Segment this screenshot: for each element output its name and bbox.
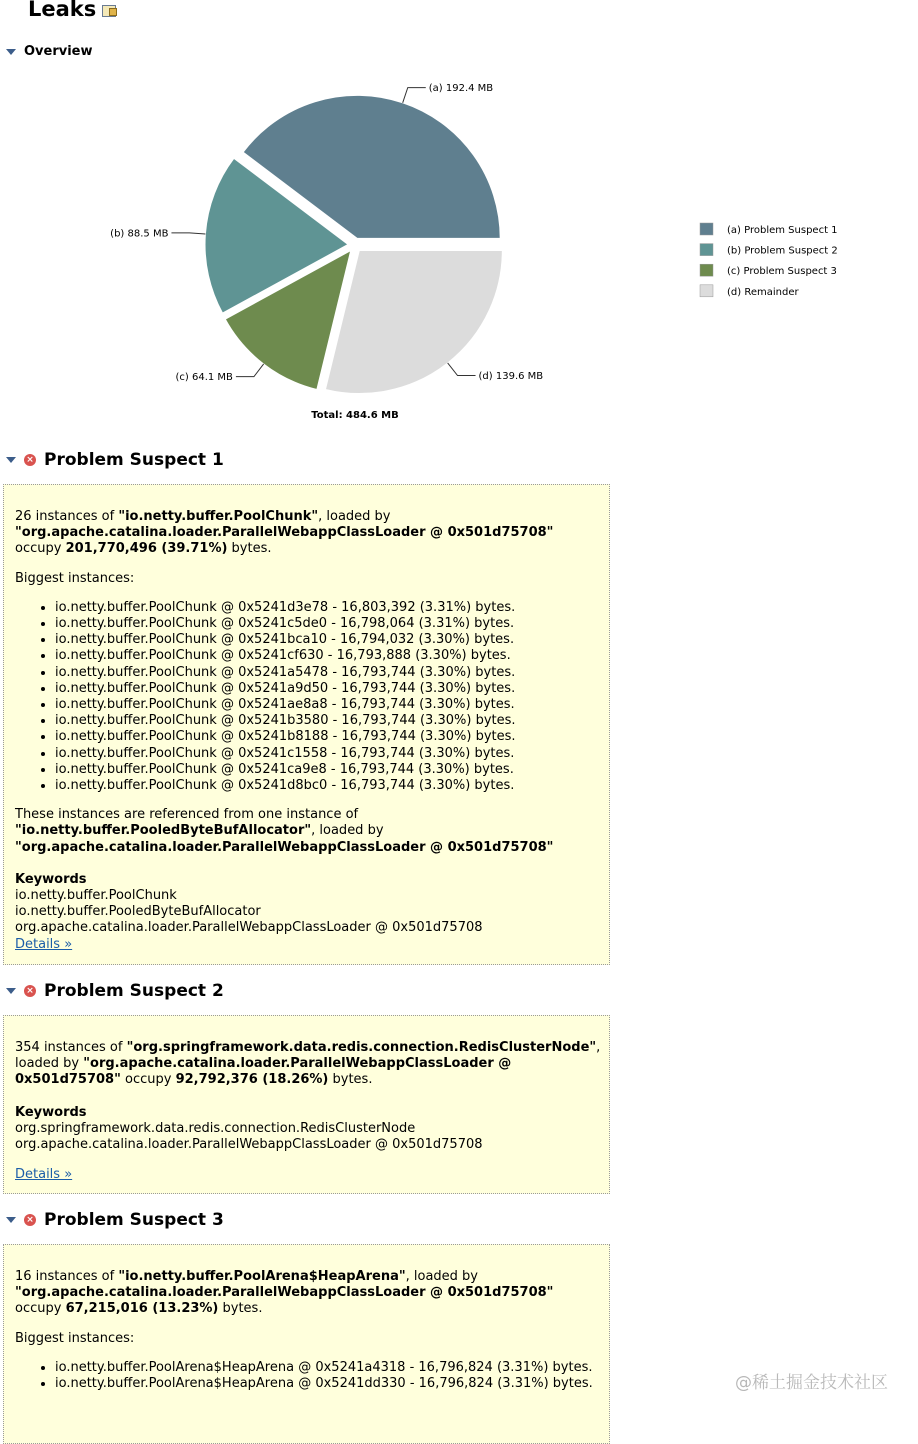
instance-list-item[interactable]: • io.netty.buffer.PoolChunk @ 0x5241b8188 - 16,793,744 (3.30%) bytes. xyxy=(55,729,609,745)
suspect-3-title: Problem Suspect 3 xyxy=(44,1210,224,1230)
description-run: "io.netty.buffer.PooledByteBufAllocator" xyxy=(15,823,312,839)
suspect-2-panel xyxy=(3,1015,610,1194)
description-run: bytes. xyxy=(218,1301,263,1317)
biggest-instances-label: Biggest instances: xyxy=(15,570,135,586)
legend-label-2: (c) Problem Suspect 3 xyxy=(727,266,837,278)
instance-list-item[interactable]: • io.netty.buffer.PoolChunk @ 0x5241ca9e8 - 16,793,744 (3.30%) bytes. xyxy=(55,762,609,778)
legend-label-1: (b) Problem Suspect 2 xyxy=(727,245,838,257)
description-run: occupy xyxy=(15,1301,66,1317)
error-icon: × xyxy=(24,985,36,997)
suspect-1-reference xyxy=(15,807,585,856)
suspect-2-title: Problem Suspect 2 xyxy=(44,981,224,1001)
keywords-list xyxy=(15,888,609,937)
error-icon: × xyxy=(24,1214,36,1226)
description-run: "org.apache.catalina.loader.ParallelWebappClassLoader @ 0x501d75708" xyxy=(15,839,554,855)
expand-twisty-icon[interactable] xyxy=(6,988,16,994)
pie-leader-line-2 xyxy=(236,364,264,377)
pie-leader-line-3 xyxy=(448,363,476,376)
instance-list-item[interactable]: • io.netty.buffer.PoolChunk @ 0x5241a5478 - 16,793,744 (3.30%) bytes. xyxy=(55,665,609,681)
description-run: 92,792,376 (18.26%) xyxy=(175,1072,329,1088)
overview-header[interactable] xyxy=(6,44,93,59)
biggest-instances-label: Biggest instances: xyxy=(15,1330,135,1346)
keyword-item: org.springframework.data.redis.connection.RedisClusterNode xyxy=(15,1120,416,1136)
keywords-label: Keywords xyxy=(15,871,87,887)
description-run: "org.springframework.data.redis.connection.RedisClusterNode" xyxy=(126,1040,597,1055)
description-run: occupy xyxy=(15,541,66,557)
suspect-1-title: Problem Suspect 1 xyxy=(44,450,224,470)
overview-title: Overview xyxy=(24,44,93,59)
description-run: 67,215,016 (13.23%) xyxy=(65,1301,219,1317)
biggest-instances-list xyxy=(15,600,609,794)
description-run: , loaded by xyxy=(318,509,391,524)
description-run: , loaded by xyxy=(15,1040,601,1072)
instance-list-item[interactable]: • io.netty.buffer.PoolChunk @ 0x5241ae8a8 - 16,793,744 (3.30%) bytes. xyxy=(55,697,609,713)
suspect-2-description xyxy=(15,1040,605,1089)
suspect-1-header[interactable] xyxy=(6,450,224,470)
pie-total-label: Total: 484.6 MB xyxy=(311,410,399,421)
instance-list-item[interactable]: • io.netty.buffer.PoolChunk @ 0x5241d3e78 - 16,803,392 (3.31%) bytes. xyxy=(55,600,609,616)
description-run: "org.apache.catalina.loader.ParallelWebappClassLoader @ 0x501d75708" xyxy=(15,1285,554,1301)
legend-swatch-2 xyxy=(700,264,713,276)
keyword-item: io.netty.buffer.PooledByteBufAllocator xyxy=(15,904,261,920)
description-run: "org.apache.catalina.loader.ParallelWebappClassLoader @ 0x501d75708" xyxy=(15,1056,512,1088)
pie-slice-label-0: (a) 192.4 MB xyxy=(428,83,494,95)
suspect-3-panel xyxy=(3,1244,610,1444)
pie-slice-label-3: (d) 139.6 MB xyxy=(478,371,544,383)
instance-list-item[interactable]: • io.netty.buffer.PoolChunk @ 0x5241c1558 - 16,793,744 (3.30%) bytes. xyxy=(55,746,609,762)
open-in-editor-icon[interactable] xyxy=(102,5,116,17)
description-run: These instances are referenced from one instance of xyxy=(15,807,359,823)
suspect-1-panel xyxy=(3,484,610,965)
legend-swatch-0 xyxy=(700,223,713,235)
instance-list-item[interactable]: • io.netty.buffer.PoolArena$HeapArena @ 0x5241a4318 - 16,796,824 (3.31%) bytes. xyxy=(55,1360,595,1376)
error-icon: × xyxy=(24,454,36,466)
description-run: 26 instances of xyxy=(15,509,119,524)
details-link[interactable]: Details » xyxy=(15,1167,73,1183)
suspect-3-description xyxy=(15,1269,585,1318)
pie-slice-label-1: (b) 88.5 MB xyxy=(110,228,169,240)
description-run: bytes. xyxy=(328,1072,373,1088)
expand-twisty-icon[interactable] xyxy=(6,457,16,463)
keyword-item: io.netty.buffer.PoolChunk xyxy=(15,888,177,904)
description-run: 201,770,496 (39.71%) xyxy=(65,541,228,557)
details-link[interactable]: Details » xyxy=(15,936,73,952)
keywords-list xyxy=(15,1121,609,1153)
suspect-3-header[interactable] xyxy=(6,1210,224,1230)
keyword-item: org.apache.catalina.loader.ParallelWebappClassLoader @ 0x501d75708 xyxy=(15,920,483,936)
description-run: occupy xyxy=(120,1072,176,1088)
legend-label-3: (d) Remainder xyxy=(727,286,799,298)
instance-list-item[interactable]: • io.netty.buffer.PoolArena$HeapArena @ 0x5241dd330 - 16,796,824 (3.31%) bytes. xyxy=(55,1376,595,1392)
pie-leader-line-1 xyxy=(171,233,205,234)
legend-swatch-3 xyxy=(700,285,713,297)
legend-label-0: (a) Problem Suspect 1 xyxy=(727,225,838,236)
keyword-item: org.apache.catalina.loader.ParallelWebappClassLoader @ 0x501d75708 xyxy=(15,1137,483,1153)
pie-slice-3 xyxy=(325,251,502,394)
legend-swatch-1 xyxy=(700,244,713,256)
suspect-1-description xyxy=(15,509,585,558)
keywords-label: Keywords xyxy=(15,1104,87,1120)
expand-twisty-icon[interactable] xyxy=(6,1217,16,1223)
page-title: Leaks xyxy=(28,0,97,21)
description-run: 16 instances of xyxy=(15,1269,119,1284)
instance-list-item[interactable]: • io.netty.buffer.PoolChunk @ 0x5241a9d50 - 16,793,744 (3.30%) bytes. xyxy=(55,681,609,697)
description-run: 354 instances of xyxy=(15,1040,127,1055)
watermark: @稀土掘金技术社区 xyxy=(735,1373,888,1393)
description-run: , loaded by xyxy=(311,823,384,839)
instance-list-item[interactable]: • io.netty.buffer.PoolChunk @ 0x5241b3580 - 16,793,744 (3.30%) bytes. xyxy=(55,713,609,729)
description-run: "io.netty.buffer.PoolChunk" xyxy=(118,509,319,524)
overview-pie-chart xyxy=(0,70,918,430)
pie-slice-label-2: (c) 64.1 MB xyxy=(175,372,233,384)
pie-leader-line-0 xyxy=(403,88,426,103)
instance-list-item[interactable]: • io.netty.buffer.PoolChunk @ 0x5241d8bc0 - 16,793,744 (3.30%) bytes. xyxy=(55,778,609,794)
description-run: "org.apache.catalina.loader.ParallelWebappClassLoader @ 0x501d75708" xyxy=(15,525,554,541)
instance-list-item[interactable]: • io.netty.buffer.PoolChunk @ 0x5241cf630 - 16,793,888 (3.30%) bytes. xyxy=(55,648,609,664)
description-run: bytes. xyxy=(227,541,272,557)
description-run: , loaded by xyxy=(405,1269,479,1284)
suspect-2-header[interactable] xyxy=(6,981,224,1001)
biggest-instances-list xyxy=(15,1360,595,1392)
instance-list-item[interactable]: • io.netty.buffer.PoolChunk @ 0x5241c5de0 - 16,798,064 (3.31%) bytes. xyxy=(55,616,609,632)
page-title-row xyxy=(8,0,116,24)
instance-list-item[interactable]: • io.netty.buffer.PoolChunk @ 0x5241bca10 - 16,794,032 (3.30%) bytes. xyxy=(55,632,609,648)
description-run: "io.netty.buffer.PoolArena$HeapArena" xyxy=(118,1269,406,1284)
expand-twisty-icon[interactable] xyxy=(6,49,16,55)
